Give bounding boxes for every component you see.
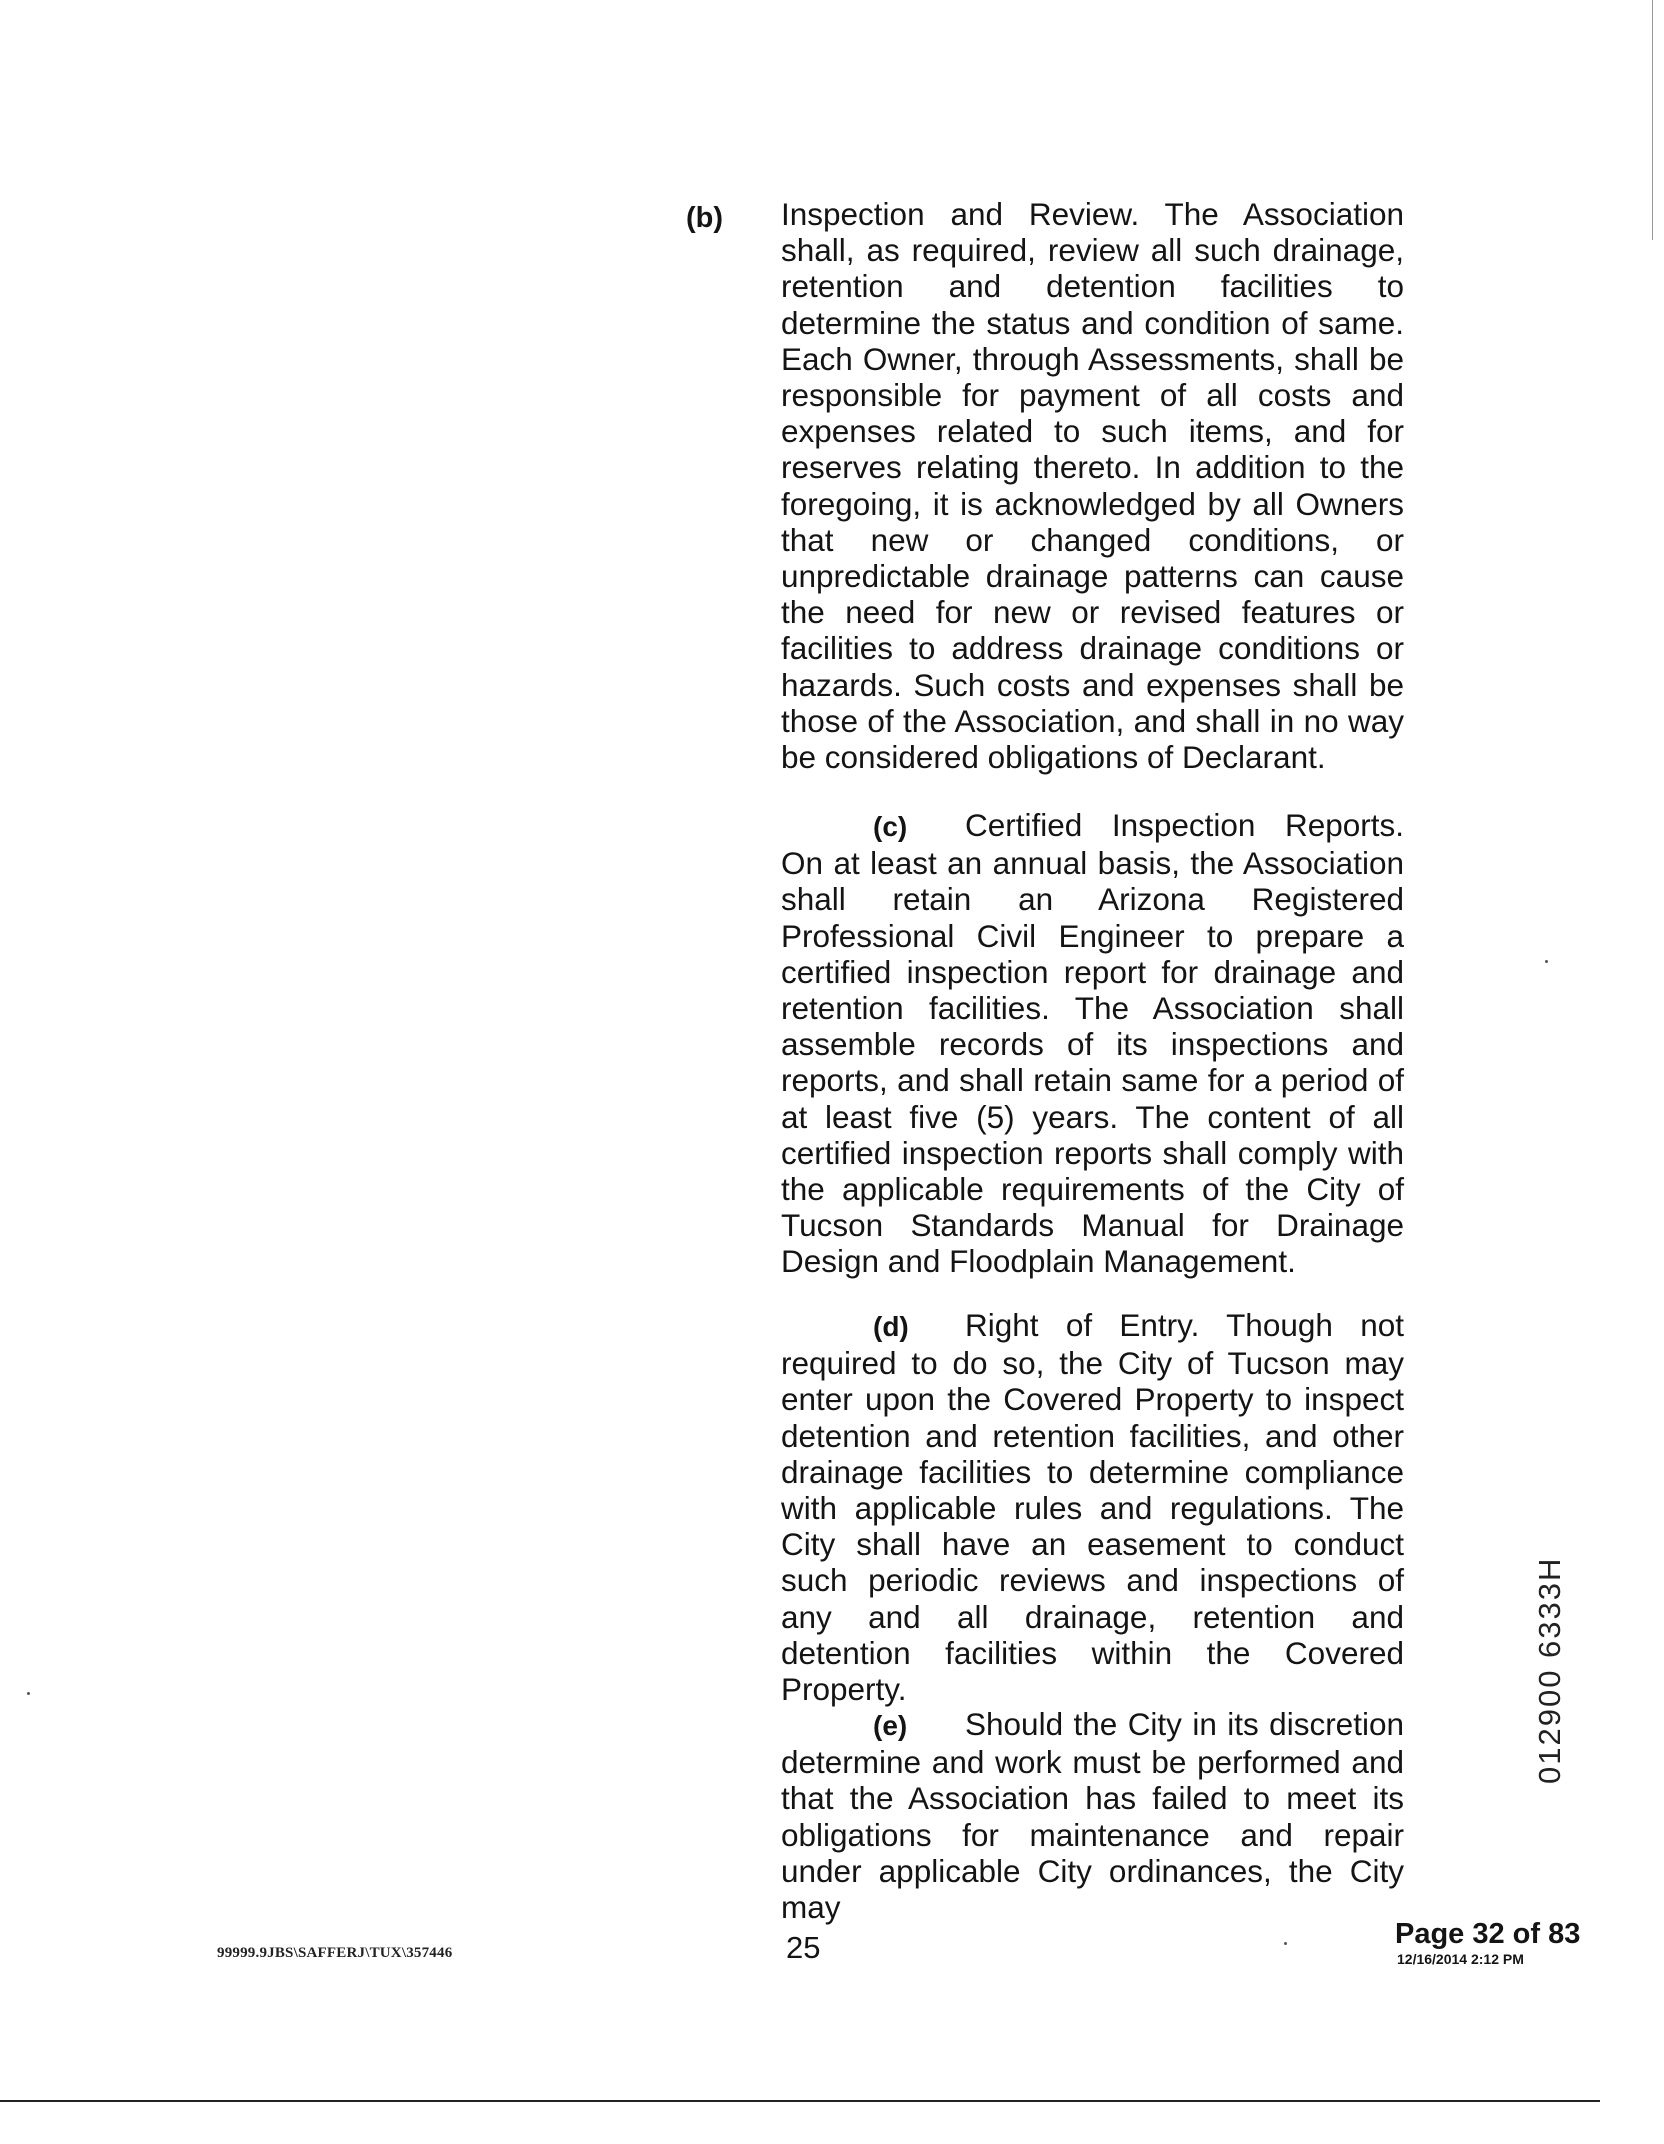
recording-stamp-text: 012900 6333H [1532,1556,1567,1784]
section-b-label: (b) [686,202,724,234]
page-counter-block [1395,1918,1580,1967]
section-c-paragraph [781,807,1404,1280]
document-reference: 99999.9JBS\SAFFERJ\TUX\357446 [217,1945,453,1961]
page-of-count: Page 32 of 83 [1395,1918,1581,1950]
section-b-paragraph: Inspection and Review. The Association shall, as required, review all such drainage, retention and detention facilities to determine the status and condition of same. Each Owner, through Assessments, shall be responsible for payment of all costs and expenses related to such items, and for reserves relating thereto. In addition to the foregoing, it is acknowledged by all Owners that new or changed conditions, or unpredictable drainage patterns can cause the need for new or revised features or facilities to address drainage conditions or hazards. Such costs and expenses shall be those of the Association, and shall in no way be considered obligations of Declarant. [781,196,1404,776]
scan-speck [1284,1942,1287,1945]
scan-edge-line [1652,0,1653,240]
section-e-paragraph [781,1706,1404,1925]
scan-speck [27,1692,30,1695]
section-d-text: Right of Entry. Though not required to do so, the City of Tucson may enter upon the Covered Property to inspect detention and retention facilities, and other drainage facilities to determine compliance with applicable rules and regulations. The City shall have an easement to conduct such periodic reviews and inspections of any and all drainage, retention and detention facilities within the Covered Property. [781,1307,1404,1708]
section-d-label: (d) [873,1311,909,1342]
recording-timestamp: 12/16/2014 2:12 PM [1397,1951,1524,1967]
page-number: 25 [786,1930,821,1965]
section-e-label: (e) [873,1710,908,1741]
bottom-rule [0,2100,1600,2102]
scan-speck [1545,960,1548,963]
section-d-paragraph [781,1307,1404,1707]
section-e-text: Should the City in its discretion determine and work must be performed and that the Association has failed to meet its obligations for maintenance and repair under applicable City ordinances, the City may [781,1706,1404,1926]
recording-stamp [1524,1538,1567,1798]
section-c-text: Certified Inspection Reports. On at least an annual basis, the Association shall retain an Arizona Registered Professional Civil Engineer to prepare a certified inspection report for drainage and retention facilities. The Association shall assemble records of its inspections and reports, and shall retain same for a period of at least five (5) years. The content of all certified inspection reports shall comply with the applicable requirements of the City of Tucson Standards Manual for Drainage Design and Floodplain Management. [781,807,1404,1280]
section-c-label: (c) [873,811,908,842]
